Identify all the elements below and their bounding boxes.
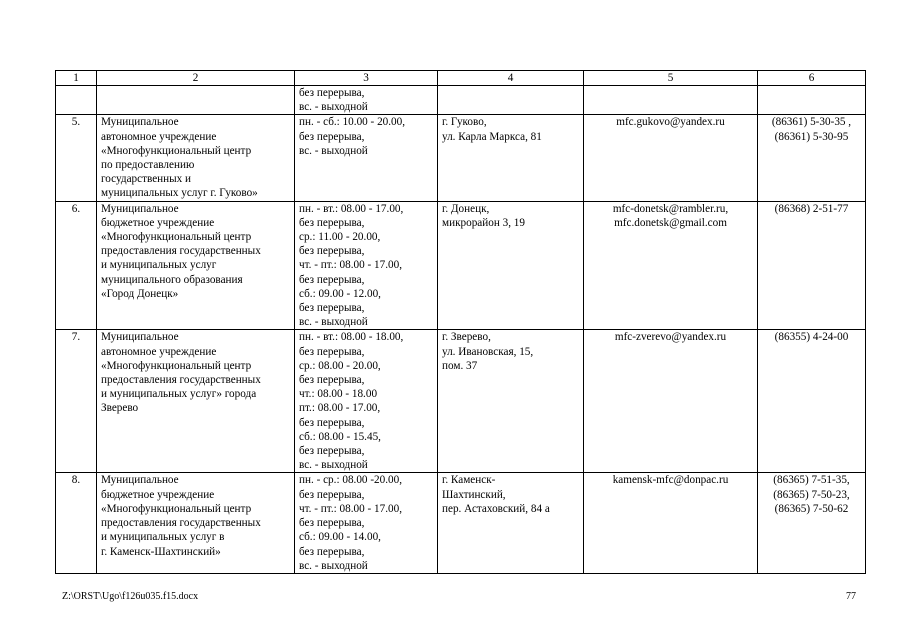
- working-hours-line: чт. - пт.: 08.00 - 17.00,: [299, 502, 402, 515]
- phone-line: (86365) 7-50-62: [774, 502, 849, 515]
- institution-name-line: «Многофункциональный центр: [101, 359, 252, 372]
- institution-name-line: предоставления государственных: [101, 517, 261, 530]
- table-row: [56, 473, 866, 573]
- institution-name-line: Муниципальное: [101, 202, 179, 215]
- institution-name-line: Муниципальное: [101, 331, 179, 344]
- working-hours-line: без перерыва,: [299, 130, 365, 143]
- working-hours-line: без перерыва,: [299, 517, 365, 530]
- page-number: 77: [846, 591, 856, 602]
- working-hours-cell: [295, 115, 438, 201]
- address-line: г. Гуково,: [442, 116, 487, 129]
- working-hours-line: без перерыва,: [299, 216, 365, 229]
- working-hours-line: без перерыва,: [299, 488, 365, 501]
- address-line: пом. 37: [442, 359, 478, 372]
- working-hours-line: вс. - выходной: [299, 144, 368, 157]
- email-cell: [584, 115, 758, 201]
- working-hours-cell: [295, 201, 438, 330]
- institution-name-line: и муниципальных услуг в: [101, 531, 225, 544]
- institution-name-line: «Многофункциональный центр: [101, 144, 252, 157]
- institution-name-line: бюджетное учреждение: [101, 488, 215, 501]
- working-hours-line: без перерыва,: [299, 302, 365, 315]
- working-hours-line: пн. - сб.: 10.00 - 20.00,: [299, 116, 406, 129]
- working-hours-line: без перерыва,: [299, 416, 365, 429]
- working-hours-line: пн. - вт.: 08.00 - 18.00,: [299, 331, 404, 344]
- column-number-5: 5: [584, 71, 758, 86]
- institution-name-line: автономное учреждение: [101, 130, 217, 143]
- address-cell: [438, 86, 584, 115]
- institution-name-line: по предоставлению: [101, 159, 195, 172]
- working-hours-line: сб.: 09.00 - 14.00,: [299, 531, 381, 544]
- phone-line: (86365) 7-51-35,: [773, 474, 850, 487]
- phone-cell: [758, 330, 866, 473]
- working-hours-line: сб.: 09.00 - 12.00,: [299, 287, 381, 300]
- table-row: [56, 201, 866, 330]
- institution-name-line: предоставления государственных: [101, 374, 261, 387]
- column-number-4: 4: [438, 71, 584, 86]
- working-hours-line: пн. - ср.: 08.00 -20.00,: [299, 474, 403, 487]
- working-hours-line: без перерыва,: [299, 345, 365, 358]
- institution-name-line: бюджетное учреждение: [101, 216, 215, 229]
- working-hours-line: ср.: 11.00 - 20.00,: [299, 231, 381, 244]
- email-line[interactable]: mfc-donetsk@rambler.ru,: [612, 202, 729, 215]
- working-hours-line: без перерыва,: [299, 245, 365, 258]
- working-hours-line: вс. - выходной: [299, 459, 368, 472]
- table-row: [56, 115, 866, 201]
- column-number-6: 6: [758, 71, 866, 86]
- institution-name-line: и муниципальных услуг» города: [101, 388, 257, 401]
- institution-name-line: «Многофункциональный центр: [101, 231, 252, 244]
- phone-cell: [758, 86, 866, 115]
- working-hours-line: ср.: 08.00 - 20.00,: [299, 359, 381, 372]
- email-cell: [584, 201, 758, 330]
- working-hours-line: без перерыва,: [299, 87, 365, 99]
- institution-name-line: «Город Донецк»: [101, 287, 179, 300]
- row-number-cell: 5.: [56, 115, 97, 201]
- institution-name-cell: [97, 115, 295, 201]
- address-line: г. Зверево,: [442, 331, 491, 344]
- row-number-cell: 7.: [56, 330, 97, 473]
- working-hours-line: без перерыва,: [299, 374, 365, 387]
- institution-name-line: муниципальных услуг г. Гуково»: [101, 187, 258, 200]
- institution-name-cell: [97, 86, 295, 115]
- email-line[interactable]: mfc-zverevo@yandex.ru: [614, 331, 727, 344]
- institution-name-line: «Многофункциональный центр: [101, 502, 252, 515]
- email-line[interactable]: mfc.gukovo@yandex.ru: [616, 116, 725, 129]
- working-hours-line: без перерыва,: [299, 445, 365, 458]
- institution-name-line: Муниципальное: [101, 116, 179, 129]
- working-hours-line: пт.: 08.00 - 17.00,: [299, 402, 381, 415]
- phone-cell: [758, 115, 866, 201]
- phone-line: (86368) 2-51-77: [774, 202, 849, 215]
- file-path: Z:\ORST\Ugo\f126u035.f15.docx: [62, 591, 199, 602]
- email-line[interactable]: mfc.donetsk@gmail.com: [614, 216, 727, 229]
- table-row: [56, 86, 866, 115]
- phone-line: (86365) 7-50-23,: [773, 488, 850, 501]
- column-number-2: 2: [97, 71, 295, 86]
- institution-name-line: предоставления государственных: [101, 245, 261, 258]
- address-cell: [438, 473, 584, 573]
- institution-name-line: муниципального образования: [101, 273, 243, 286]
- working-hours-line: чт.: 08.00 - 18.00: [299, 388, 378, 401]
- email-cell: [584, 330, 758, 473]
- institution-name-line: автономное учреждение: [101, 345, 217, 358]
- working-hours-cell: [295, 86, 438, 115]
- phone-cell: [758, 473, 866, 573]
- mfc-table: [55, 70, 866, 574]
- working-hours-line: вс. - выходной: [299, 316, 368, 329]
- working-hours-line: без перерыва,: [299, 273, 365, 286]
- institution-name-line: государственных и: [101, 173, 192, 186]
- email-cell: [584, 86, 758, 115]
- address-line: г. Донецк,: [442, 202, 490, 215]
- institution-name-cell: [97, 473, 295, 573]
- working-hours-cell: [295, 473, 438, 573]
- column-number-3: 3: [295, 71, 438, 86]
- working-hours-cell: [295, 330, 438, 473]
- email-line[interactable]: kamensk-mfc@donpac.ru: [612, 474, 729, 487]
- table-body: [56, 71, 866, 574]
- address-line: микрорайон 3, 19: [442, 216, 525, 229]
- working-hours-line: вс. - выходной: [299, 101, 368, 114]
- working-hours-line: пн. - вт.: 08.00 - 17.00,: [299, 202, 404, 215]
- institution-name-cell: [97, 201, 295, 330]
- table-header-row: [56, 71, 866, 86]
- row-number-cell: 6.: [56, 201, 97, 330]
- institution-name-line: и муниципальных услуг: [101, 259, 217, 272]
- address-cell: [438, 115, 584, 201]
- phone-line: (86355) 4-24-00: [774, 331, 849, 344]
- institution-name-line: г. Каменск-Шахтинский»: [101, 545, 221, 558]
- row-number-cell: [56, 86, 97, 115]
- address-cell: [438, 201, 584, 330]
- institution-name-line: Муниципальное: [101, 474, 179, 487]
- column-number-1: 1: [56, 71, 97, 86]
- address-line: пер. Астаховский, 84 а: [442, 502, 550, 515]
- institution-name-line: Зверево: [101, 402, 139, 415]
- table-row: [56, 330, 866, 473]
- email-cell: [584, 473, 758, 573]
- address-line: Шахтинский,: [442, 488, 506, 501]
- phone-cell: [758, 201, 866, 330]
- address-line: ул. Карла Маркса, 81: [442, 130, 542, 143]
- address-line: ул. Ивановская, 15,: [442, 345, 534, 358]
- working-hours-line: вс. - выходной: [299, 559, 368, 572]
- working-hours-line: без перерыва,: [299, 545, 365, 558]
- phone-line: (86361) 5-30-35 ,: [771, 116, 852, 129]
- phone-line: (86361) 5-30-95: [774, 130, 849, 143]
- row-number-cell: 8.: [56, 473, 97, 573]
- address-line: г. Каменск-: [442, 474, 496, 487]
- address-cell: [438, 330, 584, 473]
- working-hours-line: сб.: 08.00 - 15.45,: [299, 430, 381, 443]
- working-hours-line: чт. - пт.: 08.00 - 17.00,: [299, 259, 402, 272]
- institution-name-cell: [97, 330, 295, 473]
